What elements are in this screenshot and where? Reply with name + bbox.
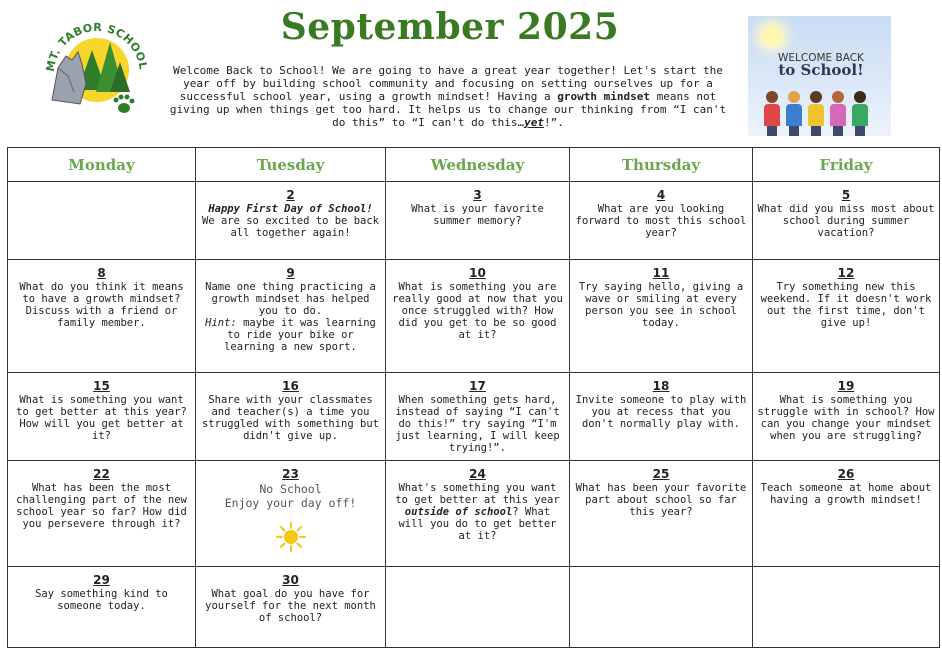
day-text: Name one thing practicing a growth mindset has helped you to do.	[205, 281, 376, 317]
day-text: Say something kind to someone today.	[35, 588, 168, 612]
day-number: 16	[282, 379, 299, 393]
day-cell	[196, 461, 386, 567]
weekday-thursday: Thursday	[570, 148, 753, 182]
week-row	[8, 373, 940, 461]
day-text: What are you looking forward to most this school year?	[575, 203, 747, 239]
school-logo	[44, 12, 150, 120]
day-cell	[8, 461, 196, 567]
day-cell	[570, 373, 753, 461]
day-number: 25	[652, 467, 670, 481]
page-title: September 2025	[280, 6, 620, 48]
welcome-card-line2: to School!	[778, 61, 864, 79]
day-cell-empty	[386, 567, 570, 648]
child-figure	[808, 91, 824, 136]
day-cell	[196, 373, 386, 461]
intro-text-1: Welcome Back to School! We are going to have a great year together! Let's start the year off by building school community and focusing on setting ourselves up for a successful school year, using a growth mindset! Having a	[173, 64, 723, 103]
intro-yet: yet	[524, 116, 545, 129]
day-text: Try saying hello, giving a wave or smiling at every person you see in school today.	[578, 281, 744, 329]
day-hint	[200, 317, 381, 353]
day-cell	[753, 461, 940, 567]
day-number: 15	[93, 379, 110, 393]
day-number: 30	[282, 573, 299, 587]
day-number: 5	[841, 188, 851, 202]
day-cell-empty	[8, 182, 196, 260]
child-figure	[852, 91, 868, 136]
weekday-wednesday: Wednesday	[386, 148, 570, 182]
intro-paragraph	[165, 64, 731, 129]
day-cell	[196, 567, 386, 648]
week-row	[8, 461, 940, 567]
welcome-card-line1: WELCOME BACK	[778, 52, 864, 64]
day-cell	[753, 182, 940, 260]
weekday-header-row	[8, 148, 940, 182]
day-number: 2	[286, 188, 295, 202]
no-school-label: No School	[259, 482, 322, 496]
day-number: 10	[469, 266, 486, 280]
day-number: 12	[837, 266, 855, 280]
day-cell	[570, 260, 753, 373]
day-text: What is something you want to get better at this year? How will you get better at it?	[16, 394, 187, 442]
day-number: 8	[97, 266, 106, 280]
hint-text: maybe it was learning to ride your bike or learning a new sport.	[224, 317, 376, 353]
day-cell-empty	[570, 567, 753, 648]
weekday-friday: Friday	[753, 148, 940, 182]
day-lead: Happy First Day of School!	[208, 203, 373, 215]
day-number: 24	[469, 467, 486, 481]
day-number: 22	[93, 467, 110, 481]
day-text: Invite someone to play with you at recess that you don't normally play with.	[575, 394, 747, 430]
day-text-em: outside of school	[404, 506, 513, 518]
day-cell	[386, 260, 570, 373]
day-number: 26	[837, 467, 855, 481]
sun-icon	[276, 522, 306, 555]
day-number: 23	[282, 467, 299, 481]
day-cell	[753, 260, 940, 373]
day-text-post: ? What will you do to get better at it?	[398, 506, 557, 542]
day-text-pre: What's something you want to get better at this year	[395, 482, 560, 506]
week-row	[8, 567, 940, 648]
day-number: 9	[286, 266, 295, 280]
weekday-monday: Monday	[8, 148, 196, 182]
day-cell	[8, 260, 196, 373]
day-number: 4	[656, 188, 666, 202]
day-number: 3	[473, 188, 482, 202]
day-text: Teach someone at home about having a growth mindset!	[760, 482, 932, 506]
day-cell	[196, 260, 386, 373]
day-text: When something gets hard, instead of saying “I can't do this!” try saying “I'm just learning, I will keep trying!”.	[395, 394, 560, 454]
day-text: What do you think it means to have a growth mindset? Discuss with a friend or family member.	[19, 281, 184, 329]
day-cell	[196, 182, 386, 260]
child-figure	[764, 91, 780, 136]
day-text: Try something new this weekend. If it doesn't work out the first time, don't give up!	[760, 281, 932, 329]
day-cell-empty	[753, 567, 940, 648]
day-text: Share with your classmates and teacher(s) a time you struggled with something but didn't give up.	[201, 394, 379, 442]
day-text: We are so excited to be back all together again!	[201, 215, 379, 239]
day-text: What has been your favorite part about school so far this year?	[575, 482, 747, 518]
day-text: What has been the most challenging part of the new school year so far? How did you persevere through it?	[16, 482, 187, 530]
day-cell	[386, 182, 570, 260]
day-cell	[386, 373, 570, 461]
day-text: What is your favorite summer memory?	[411, 203, 544, 227]
welcome-card-text	[762, 52, 880, 79]
day-text: What goal do you have for yourself for the next month of school?	[205, 588, 376, 624]
child-figure	[830, 91, 846, 136]
day-number: 18	[652, 379, 670, 393]
week-row	[8, 182, 940, 260]
welcome-back-image	[748, 16, 891, 136]
week-row	[8, 260, 940, 373]
logo-text: MT. TABOR SCHOOL	[44, 20, 150, 73]
day-cell	[8, 567, 196, 648]
day-cell	[753, 373, 940, 461]
day-text: What did you miss most about school during summer vacation?	[757, 203, 935, 239]
day-cell	[8, 373, 196, 461]
day-cell	[570, 182, 753, 260]
weekday-tuesday: Tuesday	[196, 148, 386, 182]
intro-text-2: means not giving up when things get too hard. It helps us to change our thinking from “I can't do this” to “I can't do this…	[169, 90, 727, 129]
intro-text-3: !”.	[544, 116, 564, 129]
calendar-table	[7, 147, 940, 648]
sun-icon	[762, 26, 782, 46]
hint-label: Hint:	[205, 317, 237, 329]
day-text: What is something you struggle with in school? How can you change your mindset when you are struggling?	[757, 394, 935, 442]
day-number: 17	[469, 379, 486, 393]
child-figure	[786, 91, 802, 136]
intro-bold: growth mindset	[557, 90, 650, 103]
day-number: 11	[652, 266, 670, 280]
day-off-label: Enjoy your day off!	[224, 496, 357, 510]
day-number: 29	[93, 573, 110, 587]
day-number: 19	[837, 379, 855, 393]
day-text	[390, 482, 565, 542]
day-cell	[386, 461, 570, 567]
day-cell	[570, 461, 753, 567]
day-text: What is something you are really good at now that you once struggled with? How did you get to be so good at it?	[392, 281, 563, 341]
